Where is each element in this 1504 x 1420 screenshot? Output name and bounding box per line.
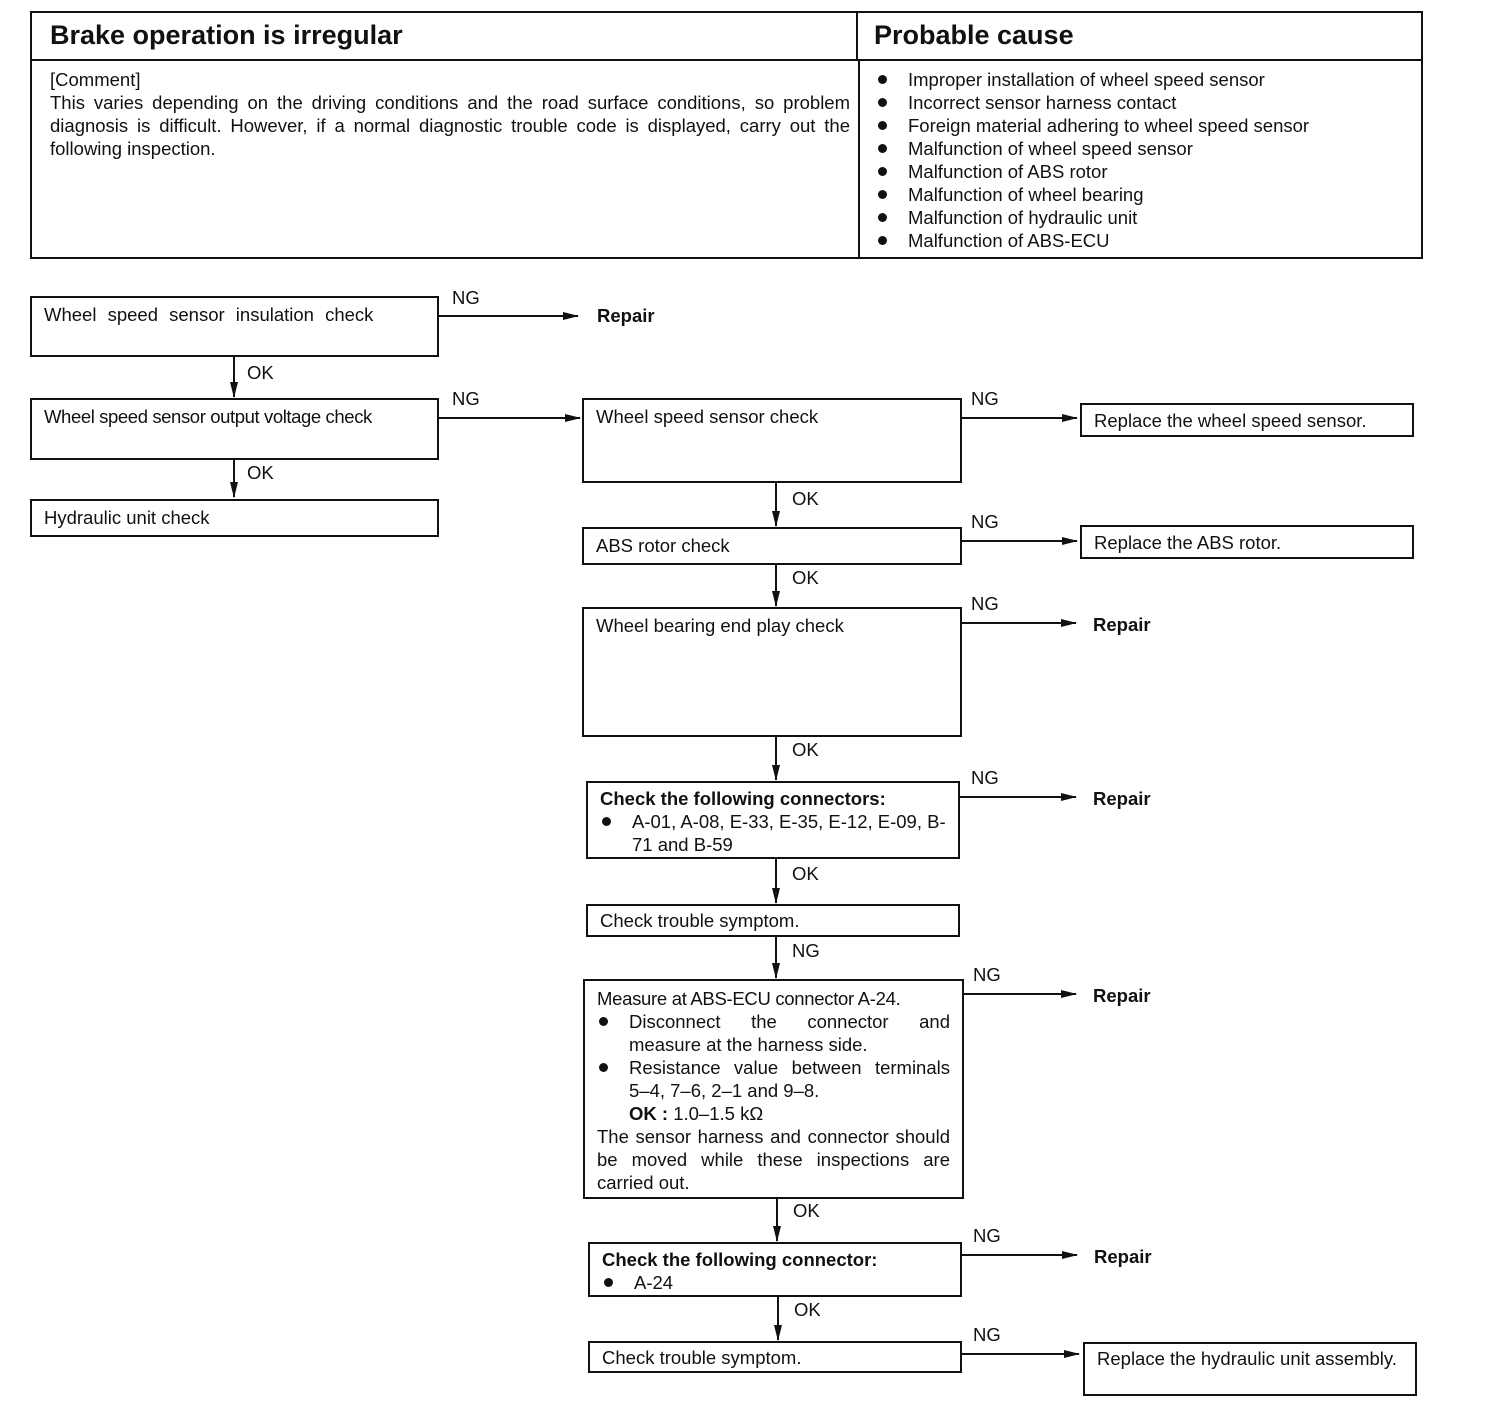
- connectors-check-title: Check the following connectors:: [600, 788, 886, 809]
- trouble-symptom-box-2: [588, 1341, 962, 1373]
- cause-item: Incorrect sensor harness contact: [874, 91, 1414, 114]
- repair-result: Repair: [1094, 1246, 1152, 1267]
- cause-item: Malfunction of hydraulic unit: [874, 206, 1414, 229]
- ng-label: NG: [973, 964, 1001, 985]
- measure-title: Measure at ABS-ECU connector A-24.: [597, 988, 901, 1009]
- insulation-check-box: [30, 296, 439, 357]
- output-voltage-check-label: Wheel speed sensor output voltage check: [44, 406, 372, 427]
- connector-item: A-24: [602, 1271, 948, 1294]
- insulation-check-label: Wheel speed sensor insulation check: [44, 304, 374, 325]
- probable-cause-title: Probable cause: [858, 13, 1421, 61]
- bearing-check-box: [582, 607, 962, 737]
- cause-item: Malfunction of ABS-ECU: [874, 229, 1414, 252]
- ng-label: NG: [973, 1225, 1001, 1246]
- connector-check-box: [588, 1242, 962, 1297]
- measure-steps: [597, 1010, 950, 1102]
- cause-item: Improper installation of wheel speed sensor: [874, 68, 1414, 91]
- abs-rotor-check-label: ABS rotor check: [596, 535, 730, 556]
- sensor-check-label: Wheel speed sensor check: [596, 406, 819, 427]
- trouble-symptom-label-2: Check trouble symptom.: [602, 1347, 802, 1368]
- cause-item: Malfunction of ABS rotor: [874, 160, 1414, 183]
- replace-rotor-label: Replace the ABS rotor.: [1094, 532, 1282, 553]
- connectors-list: [600, 810, 946, 856]
- ok-label: OK: [247, 362, 274, 383]
- ok-label: OK: [792, 488, 819, 509]
- hydraulic-unit-check-label: Hydraulic unit check: [44, 507, 210, 528]
- ok-spec: OK : 1.0–1.5 kΩ: [629, 1103, 764, 1124]
- connector-list: [602, 1271, 948, 1294]
- repair-result: Repair: [1093, 985, 1151, 1006]
- hydraulic-unit-check-box: [30, 499, 439, 537]
- ok-label: OK: [247, 462, 274, 483]
- replace-hydraulic-box: [1083, 1342, 1417, 1396]
- connectors-check-box: [586, 781, 960, 859]
- ng-label: NG: [971, 388, 999, 409]
- repair-result: Repair: [1093, 614, 1151, 635]
- ok-label: OK: [792, 739, 819, 760]
- ok-label: OK: [794, 1299, 821, 1320]
- measure-step: Disconnect the connector and measure at the harness side.: [597, 1010, 950, 1056]
- ng-label: NG: [971, 593, 999, 614]
- abs-rotor-check-box: [582, 527, 962, 565]
- measure-box: [583, 979, 964, 1199]
- ok-label: OK: [792, 863, 819, 884]
- cause-item: Malfunction of wheel bearing: [874, 183, 1414, 206]
- repair-result: Repair: [597, 305, 655, 326]
- output-voltage-check-box: [30, 398, 439, 460]
- repair-result: Repair: [1093, 788, 1151, 809]
- measure-note: The sensor harness and connector should be moved while these inspections are carried out.: [597, 1126, 950, 1193]
- cause-item: Malfunction of wheel speed sensor: [874, 137, 1414, 160]
- connectors-item: A-01, A-08, E-33, E-35, E-12, E-09, B-71 and B-59: [600, 810, 946, 856]
- ok-label: OK: [793, 1200, 820, 1221]
- ng-label: NG: [971, 767, 999, 788]
- ng-label: NG: [971, 511, 999, 532]
- replace-sensor-label: Replace the wheel speed sensor.: [1094, 410, 1367, 431]
- trouble-symptom-box-1: [586, 904, 960, 937]
- replace-rotor-box: [1080, 525, 1414, 559]
- connector-check-title: Check the following connector:: [602, 1249, 878, 1270]
- ng-label: NG: [452, 388, 480, 409]
- comment-label: [Comment]: [50, 69, 141, 90]
- comment-text: This varies depending on the driving conditions and the road surface conditions, so problem diagnosis is difficult. However, if a normal diagnostic trouble code is displayed, carry out the following inspection.: [50, 92, 850, 159]
- ok-spec-value: 1.0–1.5 kΩ: [673, 1103, 764, 1124]
- ng-label: NG: [792, 940, 820, 961]
- ng-label: NG: [452, 287, 480, 308]
- ng-label: NG: [973, 1324, 1001, 1345]
- sensor-check-box: [582, 398, 962, 483]
- ok-spec-label: OK: [629, 1103, 657, 1124]
- replace-sensor-box: [1080, 403, 1414, 437]
- ok-label: OK: [792, 567, 819, 588]
- trouble-symptom-label-1: Check trouble symptom.: [600, 910, 800, 931]
- measure-step: Resistance value between terminals 5–4, 7–6, 2–1 and 9–8.: [597, 1056, 950, 1102]
- symptom-title: Brake operation is irregular: [32, 13, 858, 61]
- cause-item: Foreign material adhering to wheel speed sensor: [874, 114, 1414, 137]
- replace-hydraulic-label: Replace the hydraulic unit assembly.: [1097, 1348, 1397, 1369]
- bearing-check-label: Wheel bearing end play check: [596, 615, 844, 636]
